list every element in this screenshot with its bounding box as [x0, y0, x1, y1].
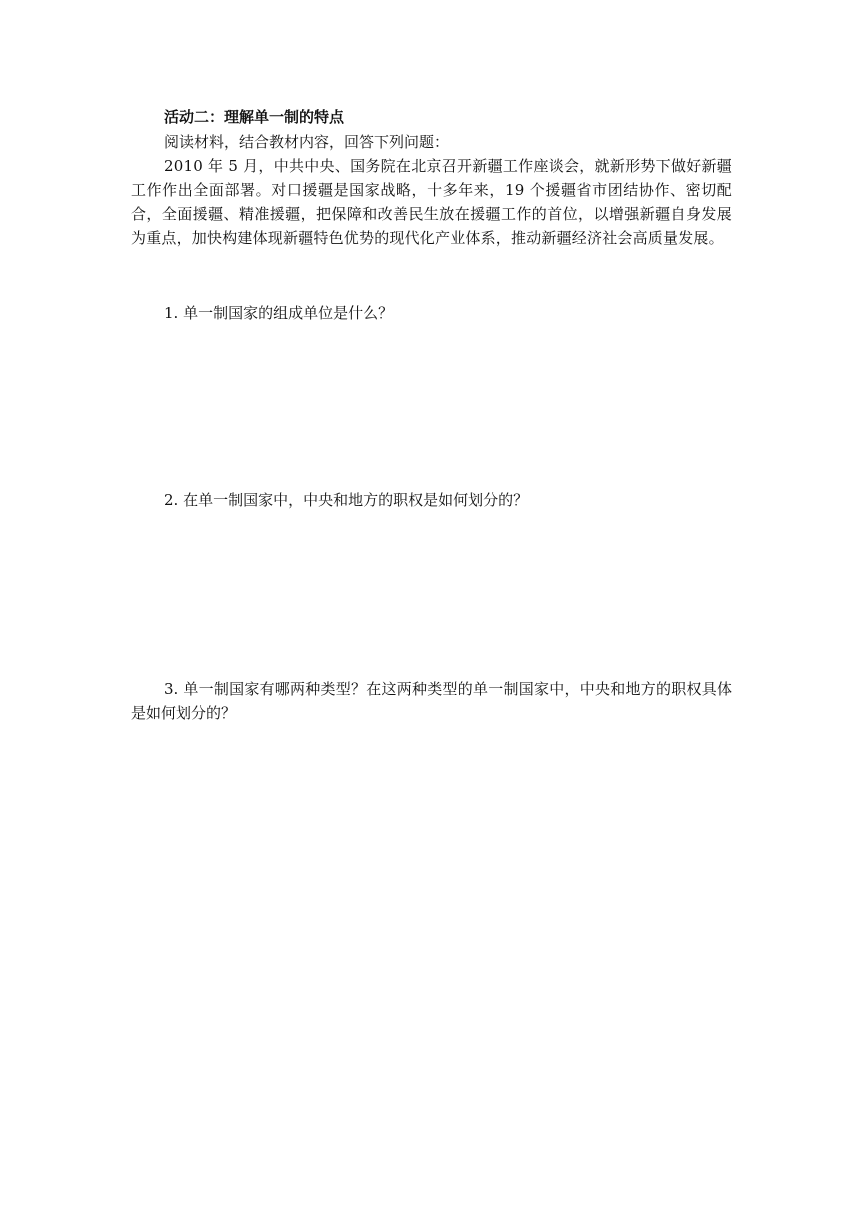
question-3: 3. 单一制国家有哪两种类型？在这两种类型的单一制国家中，中央和地方的职权具体是如何划分的？: [131, 680, 732, 722]
answer-space-1: [131, 330, 732, 478]
activity-instruction: 阅读材料，结合教材内容，回答下列问题：: [164, 133, 450, 151]
answer-space-2: [131, 518, 732, 666]
answer-space-3: [131, 735, 732, 1155]
question-2: 2. 在单一制国家中，中央和地方的职权是如何划分的？: [164, 491, 529, 509]
reading-material: 2010 年 5 月，中共中央、国务院在北京召开新疆工作座谈会，就新形势下做好新疆工作作出全面部署。对口援疆是国家战略，十多年来，19 个援疆省市团结协作、密切配合，全面援疆、精准援疆，把保障和改善民生放在援疆工作的首位，以增强新疆自身发展为重点，加快构建体现新疆特色优势的现代化产业体系，推动新疆经济社会高质量发展。: [131, 157, 732, 247]
activity-title: 活动二：理解单一制的特点: [164, 108, 345, 126]
question-1: 1. 单一制国家的组成单位是什么？: [164, 304, 394, 322]
